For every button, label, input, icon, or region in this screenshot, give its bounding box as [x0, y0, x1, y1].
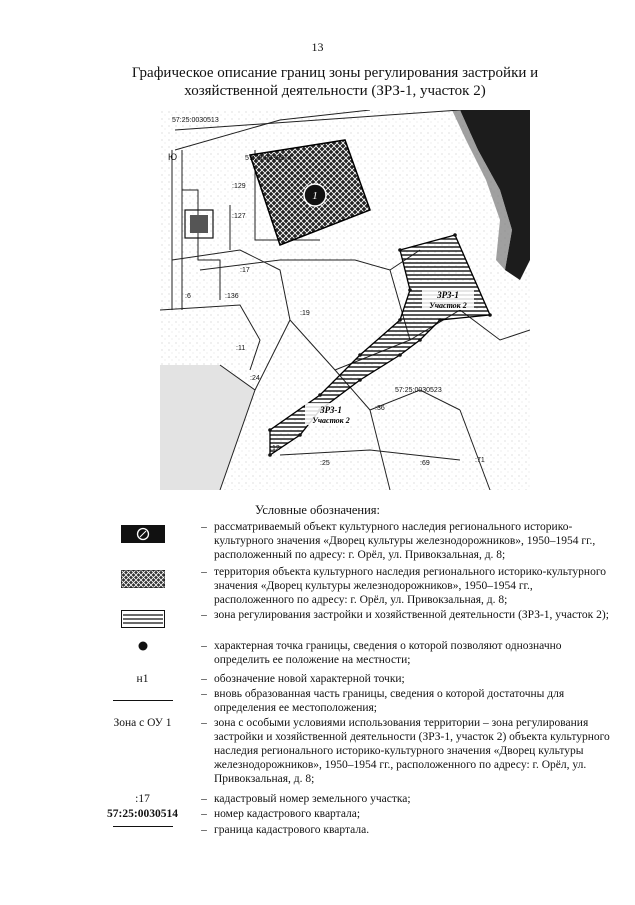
zrz1-label-b: ЗРЗ-1: [320, 405, 342, 415]
parcel-label-19: :19: [300, 310, 310, 317]
legend-desc: обозначение новой характерной точки;: [214, 673, 405, 685]
parcel-label-25: :25: [320, 460, 330, 467]
legend-symbol-parcel: :17: [135, 793, 150, 805]
object-number-label: 1: [312, 190, 318, 202]
parcel-label-69: :69: [420, 460, 430, 467]
title-line-1: Графическое описание границ зоны регулирования застройки и: [131, 65, 539, 81]
boundary-line-icon: [90, 691, 195, 705]
legend-desc: характерная точка границы, сведения о которой позволяют однозначно определить ее положение на местности;: [214, 640, 562, 666]
parcel-label-136: :136: [225, 293, 239, 300]
page-title: [120, 64, 550, 100]
quarter-boundary-line-icon: [90, 817, 195, 831]
uch2-label-a: Участок 2: [429, 301, 467, 310]
legend-desc: рассматриваемый объект культурного наследия регионального историко-культурного значения «Дворец культуры железнодорожников», 1950–1954 гг., расположенный по адресу: г. Орёл, ул. Привокзальная, д. 8;: [214, 521, 596, 561]
kv-label-bottom: 57:25:0030523: [395, 387, 442, 394]
zrz1-label-a: ЗРЗ-1: [437, 290, 459, 300]
legend-desc: зона регулирования застройки и хозяйственной деятельности (ЗРЗ-1, участок 2);: [214, 609, 609, 621]
parcel-label-17: :17: [240, 267, 250, 274]
crosshatch-symbol-icon: [90, 570, 195, 592]
point-symbol-icon: [90, 640, 195, 656]
cadastral-map: [160, 110, 530, 490]
parcel-label-129: :129: [232, 183, 246, 190]
legend-desc: территория объекта культурного наследия регионального историко-культурного значения «Дворец культуры железнодорожников», 1950–1954 гг., расположенного по адресу: г. Орёл, ул. Привокзальная, д. 8;: [214, 566, 607, 606]
parcel-label-127: :127: [232, 213, 246, 220]
legend-symbol-quarter: 57:25:0030514: [107, 808, 178, 820]
parcel-label-36: :36: [375, 405, 385, 412]
legend-desc: вновь образованная часть границы, сведения о которой достаточны для определения ее местоположения;: [214, 688, 565, 714]
parcel-label-12: :12: [270, 445, 280, 452]
legend-symbol-n1: н1: [136, 673, 149, 685]
parcel-label-24: :24: [250, 375, 260, 382]
kv-label-top: 57:25:0030513: [172, 117, 219, 124]
parcel-label-6: :6: [185, 293, 191, 300]
hatch-symbol-icon: [90, 610, 195, 632]
uch2-label-b: Участок 2: [312, 416, 350, 425]
legend-symbol-zone: Зона с ОУ 1: [113, 717, 172, 729]
north-label: Ю: [168, 152, 178, 162]
object-symbol-icon: [90, 525, 195, 547]
page-number: 13: [311, 40, 324, 54]
legend-desc: номер кадастрового квартала;: [214, 808, 361, 820]
legend-title: Условные обозначения:: [254, 503, 381, 517]
legend-desc: кадастровый номер земельного участка;: [214, 793, 411, 805]
legend-desc: граница кадастрового квартала.: [214, 824, 370, 836]
title-line-2: хозяйственной деятельности (ЗРЗ-1, участок 2): [184, 83, 486, 99]
kv-label-main: 57:25:0030514: [245, 155, 292, 162]
parcel-label-71: :71: [475, 457, 485, 464]
parcel-label-11: :11: [236, 345, 246, 352]
legend-desc: зона с особыми условиями использования территории – зона регулирования застройки и хозяйственной деятельности (ЗРЗ-1, участок 2) объекта культурного наследия регионального историко-культурного значения «Дворец культуры железнодорожников», 1950–1954 гг., расположенного по адресу: г. Орёл, ул. Привокзальная, д. 8;: [214, 717, 610, 785]
